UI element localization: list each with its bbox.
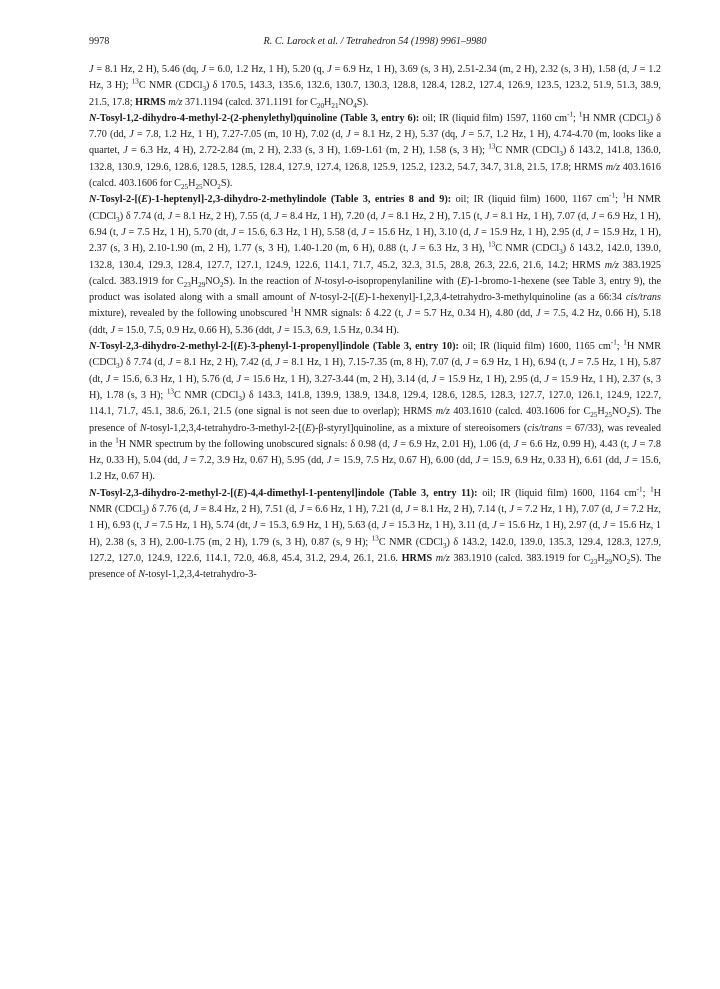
text-run: ) δ 143.3, 141.8, 139.9, 138.9, 134.8, 129.4, 128.6, 128.5, 128.3, 127.7, 127.0, 126.1, 124.9, 122.7, 114.1, 71.7, 45.1, 38.6, 26.1, 21.5 (one signal is not seen due to overlap); HRMS <box>89 389 661 418</box>
text-run: 2 <box>217 183 221 192</box>
text-run: J <box>615 504 621 516</box>
text-run: 3 <box>238 394 242 403</box>
text-run: J <box>253 520 258 532</box>
text-run: = 8.4 Hz, 2 H), 7.51 (d, <box>197 504 300 516</box>
text-run: 13 <box>166 387 174 396</box>
text-run: = 7.5, 4.2 Hz, 0.66 H), 5.18 (ddt, <box>89 308 661 336</box>
text-run: J <box>460 129 466 141</box>
text-run: = 8.4 Hz, 1 H), 7.20 (d, <box>278 210 381 222</box>
text-run: J <box>431 373 437 385</box>
text-run: -tosyl-2-[( <box>316 292 359 304</box>
text-run: = 8.1 Hz, 2 H), 7.55 (d, <box>172 210 275 222</box>
text-run: H <box>190 275 199 287</box>
text-run: = 8.1 Hz, 2 H), 7.14 (t, <box>410 504 510 516</box>
text-run: = 15.9 Hz, 1 H), 2.95 (d, <box>436 373 545 385</box>
text-run: = 8.1 Hz, 2 H), 5.37 (dq, <box>350 129 461 141</box>
text-run: 3 <box>646 117 650 126</box>
text-run: = 15.6 Hz, 1 H), 2.97 (d, <box>496 520 603 532</box>
text-run: H <box>597 406 605 418</box>
text-run: m/z <box>435 552 450 564</box>
text-run: J <box>129 129 134 141</box>
text-run: 25 <box>180 183 189 192</box>
text-run: J <box>465 357 470 369</box>
text-run: J <box>380 210 386 222</box>
text-run: E <box>141 194 149 206</box>
text-run: = 67/33), was revealed in the <box>89 422 662 450</box>
text-run: J <box>381 520 387 532</box>
text-run: = 5.7, 1.2 Hz, 1 H), 4.74-4.70 (m, looks like a quartet, <box>89 129 661 157</box>
text-run: C NMR (CDCl <box>495 243 560 255</box>
text-run: -Tosyl-1,2-dihydro-4-methyl-2-(2-phenylethyl)quinoline (Table 3, entry 6): <box>96 112 420 124</box>
text-run: H <box>324 96 332 108</box>
text-run: -1 <box>567 110 574 119</box>
text-run: 3 <box>559 248 563 257</box>
text-run: 1 <box>650 485 654 494</box>
text-run: = 6.6 Hz, 0.99 H), 4.43 (t, <box>518 438 633 450</box>
text-run: ) δ 7.70 (dd, <box>89 112 661 141</box>
text-run: = 6.9 Hz, 2.01 H), 1.06 (d, <box>397 438 514 450</box>
text-run: H NMR signals: δ 4.22 (t, <box>293 308 407 320</box>
text-run: = 6.9 Hz, 1 H), 6.94 (t, <box>89 210 661 238</box>
text-run: = 15.3, 6.9 Hz, 1 H), 5.63 (d, <box>257 520 382 532</box>
text-run: NO <box>338 96 354 108</box>
text-run: )-1-bromo-1-hexene (see Table 3, entry 9), the product was isolated along with a small amount of <box>89 275 661 304</box>
text-run: = 7.8 Hz, 0.33 H), 5.04 (dd, <box>89 438 662 467</box>
text-run: = 5.7 Hz, 0.34 H), 4.80 (dd, <box>411 308 537 320</box>
text-run: 23 <box>183 280 191 289</box>
text-run: = 15.9, 6.9 Hz, 0.33 H), 6.61 (dd, <box>480 455 625 467</box>
text-run: o <box>348 275 354 287</box>
text-run: N <box>89 487 97 499</box>
running-head: R. C. Larock et al. / Tetrahedron 54 (1998) 9961–9980 <box>263 36 487 47</box>
text-run: = 15.9 Hz, 1 H), 2.37 (s, 3 H), 1.78 (s, 3 H); <box>89 373 661 401</box>
text-run: = 15.6, 1.2 Hz, 0.67 H). <box>89 455 661 483</box>
text-run: HRMS <box>135 96 169 108</box>
text-run: cis/trans <box>625 292 661 304</box>
text-run: mixture), revealed by the following unobscured <box>89 308 291 320</box>
text-run: 403.1616 (calcd. 403.1606 for C <box>89 161 661 190</box>
paragraph <box>89 192 661 339</box>
text-run: J <box>167 210 173 222</box>
text-run: -1 <box>636 485 643 494</box>
text-run: 3 <box>202 85 207 94</box>
text-run: 3 <box>142 509 146 518</box>
text-run: m/z <box>605 161 620 173</box>
text-run: J <box>231 226 236 238</box>
text-run: J <box>236 373 241 385</box>
text-run: = 8.1 Hz, 1 H), 7.15-7.35 (m, 8 H), 7.07 (d, <box>279 357 466 369</box>
text-run: = 7.5 Hz, 1 H), 5.87 (dt, <box>89 357 662 385</box>
text-run: ; <box>573 112 579 124</box>
text-run: = 8.1 Hz, 2 H), 5.46 (dq, <box>93 64 202 75</box>
text-run: = 8.1 Hz, 2 H), 7.42 (d, <box>172 357 276 369</box>
text-run: 29 <box>604 557 612 566</box>
text-run: J <box>406 308 412 320</box>
text-run: 13 <box>131 77 139 86</box>
text-run: J <box>105 373 111 385</box>
text-run: S). <box>356 96 369 108</box>
text-run: J <box>168 357 173 369</box>
text-run: J <box>513 438 519 450</box>
text-run: 3 <box>116 215 120 224</box>
text-run: S). The presence of <box>89 406 661 434</box>
paragraph <box>89 62 661 111</box>
text-run: = 15.6, 6.3 Hz, 1 H), 5.58 (d, <box>235 226 362 238</box>
text-run: = 7.5 Hz, 1 H), 5.74 (dt, <box>149 520 253 532</box>
text-run: 25 <box>590 411 598 420</box>
text-run: = 15.0, 7.5, 0.9 Hz, 0.66 H), 5.36 (ddt, <box>115 324 277 336</box>
text-run: = 6.3 Hz, 4 H), 2.72-2.84 (m, 2 H), 2.33 (s, 3 H), 1.69-1.61 (m, 2 H), 1.58 (s, 3 H); <box>127 145 489 157</box>
text-run: N <box>138 569 146 581</box>
text-run: 1 <box>578 110 583 119</box>
text-run: 1 <box>115 436 119 445</box>
text-run: )-1-heptenyl]-2,3-dihydro-2-methylindole (Table 3, entries 8 and 9): <box>148 194 452 206</box>
text-run: 20 <box>316 101 325 110</box>
text-run: C NMR (CDCl <box>173 389 239 401</box>
text-run: = 15.3, 6.9, 1.5 Hz, 0.34 H). <box>281 324 400 336</box>
text-run: J <box>299 504 305 516</box>
text-run: H NMR (CDCl <box>582 112 647 124</box>
text-run: ; <box>616 341 624 353</box>
text-run: = 8.1 Hz, 1 H), 7.07 (d, <box>489 210 592 222</box>
text-run: J <box>274 210 279 222</box>
text-run: 23 <box>590 557 598 566</box>
text-run: 3 <box>559 150 563 159</box>
text-run: J <box>484 210 490 222</box>
text-run: = 15.9 Hz, 1 H), 2.95 (d, <box>478 226 587 238</box>
text-run: J <box>632 438 637 450</box>
text-run: 1 <box>622 191 626 200</box>
text-run: = 15.6, 6.3 Hz, 1 H), 5.76 (d, <box>110 373 237 385</box>
text-run: 4 <box>353 101 357 110</box>
text-run: 383.1925 (calcd. 383.1919 for C <box>89 259 662 287</box>
text-run: = 15.9 Hz, 1 H), 2.37 (s, 3 H), 2.10-1.90 (m, 2 H), 1.77 (s, 3 H), 1.40-1.20 (m, 6 H), 0.88 (t, <box>89 226 661 255</box>
text-run: C NMR (CDCl <box>378 536 443 548</box>
text-run: ) δ 7.74 (d, <box>119 210 168 222</box>
text-run: -tosyl-1,2,3,4-tetrahydro-3-methyl-2-[( <box>146 422 306 434</box>
text-run: -1 <box>609 191 616 200</box>
text-run: S). <box>220 178 233 190</box>
text-run: H NMR (CDCl <box>89 341 661 369</box>
text-run: )-β-styryl]quinoline, as a mixture of stereoisomers ( <box>311 422 528 434</box>
text-run: HRMS <box>401 552 436 564</box>
text-run: = 7.5 Hz, 1 H), 5.70 (dt, <box>125 226 232 238</box>
text-run: ) δ 143.2, 141.8, 136.0, 132.8, 130.9, 129.6, 128.6, 128.5, 128.5, 128.4, 127.9, 127.4, 126.8, 125.9, 125.2, 123.2, 54.7, 34.7, 31.8, 21.5, 17.8; HRMS <box>89 145 661 173</box>
text-run: = 15.6 Hz, 1 H), 2.38 (s, 3 H), 2.00-1.75 (m, 2 H), 1.79 (s, 3 H), 0.87 (s, 9 H); <box>89 520 661 548</box>
text-run: J <box>275 357 280 369</box>
text-run: E <box>237 341 244 353</box>
text-run: 403.1610 (calcd. 403.1606 for C <box>449 406 591 418</box>
paragraph <box>89 339 661 486</box>
text-run: N <box>139 422 147 434</box>
text-run: ; <box>615 194 623 206</box>
text-run: oil; IR (liquid film) 1600, 1164 cm <box>477 487 637 499</box>
text-run: N <box>89 112 97 124</box>
text-run: E <box>305 422 312 434</box>
text-run: 1 <box>290 306 294 315</box>
text-run: J <box>277 324 282 336</box>
text-run: m/z <box>168 96 183 108</box>
text-run: = 7.8, 1.2 Hz, 1 H), 7.27-7.05 (m, 10 H), 7.02 (d, <box>133 129 347 141</box>
text-run: J <box>473 226 479 238</box>
text-run: N <box>314 275 322 287</box>
text-run: J <box>509 504 514 516</box>
text-run: J <box>89 64 94 75</box>
text-run: J <box>123 145 128 157</box>
text-run: = 6.9 Hz, 1 H), 6.94 (t, <box>469 357 571 369</box>
text-run: J <box>405 504 411 516</box>
text-run: S). The presence of <box>89 552 662 581</box>
text-run: NO <box>205 275 220 287</box>
text-run: -Tosyl-2,3-dihydro-2-methyl-2-[( <box>96 341 237 353</box>
text-run: ) δ 170.5, 143.3, 135.6, 132.6, 130.7, 130.3, 128.8, 128.4, 128.2, 127.4, 126.9, 123.5, 123.2, 51.9, 51.3, 38.9, 21.5, 17.8; <box>89 80 661 108</box>
text-run: = 15.6 Hz, 1 H), 3.10 (d, <box>366 226 474 238</box>
text-run: = 8.1 Hz, 2 H), 7.15 (t, <box>385 210 485 222</box>
text-run: E <box>460 275 467 287</box>
text-run: oil; IR (liquid film) 1600, 1167 cm <box>451 194 610 206</box>
text-run: 1 <box>623 338 627 347</box>
text-run: J <box>110 324 116 336</box>
page-header <box>89 36 661 54</box>
text-run: J <box>327 64 332 75</box>
text-run: = 7.2, 3.9 Hz, 0.67 H), 5.95 (dd, <box>187 455 327 467</box>
text-run: J <box>201 64 207 75</box>
text-run: m/z <box>604 259 619 271</box>
text-run: J <box>346 129 351 141</box>
text-run: -isopropenylaniline with ( <box>353 275 461 287</box>
text-run: cis/trans <box>527 422 563 434</box>
text-run: = 6.0, 1.2 Hz, 1 H), 5.20 (q, <box>206 64 328 75</box>
article-body <box>89 62 661 584</box>
text-run: = 7.2 Hz, 1 H), 7.07 (d, <box>513 504 616 516</box>
text-run: -tosyl-1,2,3,4-tetrahydro-3- <box>145 569 257 581</box>
text-run: J <box>182 455 188 467</box>
text-run: J <box>193 504 198 516</box>
text-run: 13 <box>488 143 496 152</box>
text-run: ) δ 7.74 (d, <box>119 357 169 369</box>
text-run: J <box>544 373 549 385</box>
text-run: J <box>492 520 497 532</box>
text-run: J <box>632 64 637 75</box>
text-run: 371.1194 (calcd. 371.1191 for C <box>182 96 317 108</box>
text-run: H NMR (CDCl <box>89 487 661 516</box>
text-run: ) δ 7.76 (d, <box>145 504 194 516</box>
page-number: 9978 <box>89 36 110 47</box>
text-run: ; <box>642 487 651 499</box>
text-run: = 6.3 Hz, 3 H), <box>416 243 489 255</box>
text-run: J <box>602 520 608 532</box>
text-run: -Tosyl-2,3-dihydro-2-methyl-2-[( <box>96 487 237 499</box>
text-run: H NMR spectrum by the following unobscured signals: δ 0.98 (d, <box>118 438 393 450</box>
text-run: C NMR (CDCl <box>138 80 203 92</box>
text-run: )-4,4-dimethyl-1-pentenyl]indole (Table 3, entry 11): <box>243 487 478 499</box>
text-run: J <box>591 210 597 222</box>
paragraph <box>89 111 661 192</box>
text-run: 25 <box>604 411 612 420</box>
text-run: )-1-hexenyl]-1,2,3,4-tetrahydro-3-methylquinoline (as a 66:34 <box>364 292 626 304</box>
paragraph <box>89 486 661 584</box>
text-run: 13 <box>488 240 496 249</box>
text-run: N <box>309 292 317 304</box>
text-run: = 1.2 Hz, 3 H); <box>89 64 661 92</box>
text-run: = 15.6 Hz, 1 H), 3.27-3.44 (m, 2 H), 3.14 (d, <box>241 373 432 385</box>
text-run: )-3-phenyl-1-propenyl]indole (Table 3, entry 10): <box>243 341 459 353</box>
text-run: E <box>358 292 365 304</box>
text-run: m/z <box>435 406 450 418</box>
text-run: oil; IR (liquid film) 1600, 1165 cm <box>458 341 611 353</box>
text-run: = 15.3 Hz, 1 H), 3.11 (d, <box>386 520 493 532</box>
text-run: 2 <box>626 411 631 420</box>
text-run: ) δ 143.2, 142.0, 139.0, 135.3, 129.4, 128.3, 127.9, 127.2, 127.0, 124.9, 122.6, 114.1, 72.0, 46.8, 45.4, 31.2, 29.4, 26.1, 21.6. <box>89 536 661 564</box>
text-run: 21 <box>331 101 339 110</box>
text-run: ) δ 143.2, 142.0, 139.0, 132.8, 130.4, 129.3, 128.4, 127.7, 127.1, 124.9, 122.6, 114.1, 71.7, 45.2, 32.3, 31.5, 28.8, 26.3, 22.6, 21.6, 14.2; HRMS <box>89 243 661 271</box>
text-run: = 15.9, 7.5 Hz, 0.67 H), 6.00 (dd, <box>331 455 476 467</box>
text-run: J <box>411 243 417 255</box>
text-run: 25 <box>195 183 203 192</box>
text-run: = 6.9 Hz, 1 H), 3.69 (s, 3 H), 2.51-2.34 (m, 2 H), 2.32 (s, 3 H), 1.58 (d, <box>331 64 633 75</box>
text-run: J <box>361 226 367 238</box>
text-run: J <box>326 455 332 467</box>
text-run: H <box>597 552 605 564</box>
text-run: J <box>392 438 398 450</box>
text-run: NO <box>611 552 627 564</box>
text-run: N <box>89 341 97 353</box>
text-run: 2 <box>219 280 224 289</box>
text-run: J <box>121 226 126 238</box>
text-run: J <box>586 226 591 238</box>
text-run: 29 <box>198 280 206 289</box>
text-run: J <box>144 520 150 532</box>
text-run: = 6.6 Hz, 1 H), 7.21 (d, <box>304 504 406 516</box>
text-run: N <box>89 194 97 206</box>
text-run: E <box>237 487 244 499</box>
text-run: -1 <box>610 338 617 347</box>
text-run: 2 <box>626 557 631 566</box>
text-run: J <box>570 357 575 369</box>
text-run: 383.1910 (calcd. 383.1919 for C <box>449 552 591 564</box>
text-run: S). In the reaction of <box>223 275 315 287</box>
text-run: = 7.2 Hz, 1 H), 6.93 (t, <box>89 504 661 532</box>
text-run: -tosyl- <box>321 275 349 287</box>
text-run: 3 <box>442 541 447 550</box>
text-run: -Tosyl-2-[( <box>96 194 142 206</box>
text-run: NO <box>611 406 627 418</box>
text-run: H NMR (CDCl <box>89 194 661 222</box>
text-run: H <box>188 178 196 190</box>
text-run: NO <box>202 178 218 190</box>
text-run: 13 <box>371 534 379 543</box>
text-run: J <box>475 455 481 467</box>
text-run: oil; IR (liquid film) 1597, 1160 cm <box>419 112 568 124</box>
text-run: J <box>536 308 541 320</box>
text-run: J <box>624 455 630 467</box>
text-run: 3 <box>116 362 120 371</box>
text-run: C NMR (CDCl <box>495 145 560 157</box>
